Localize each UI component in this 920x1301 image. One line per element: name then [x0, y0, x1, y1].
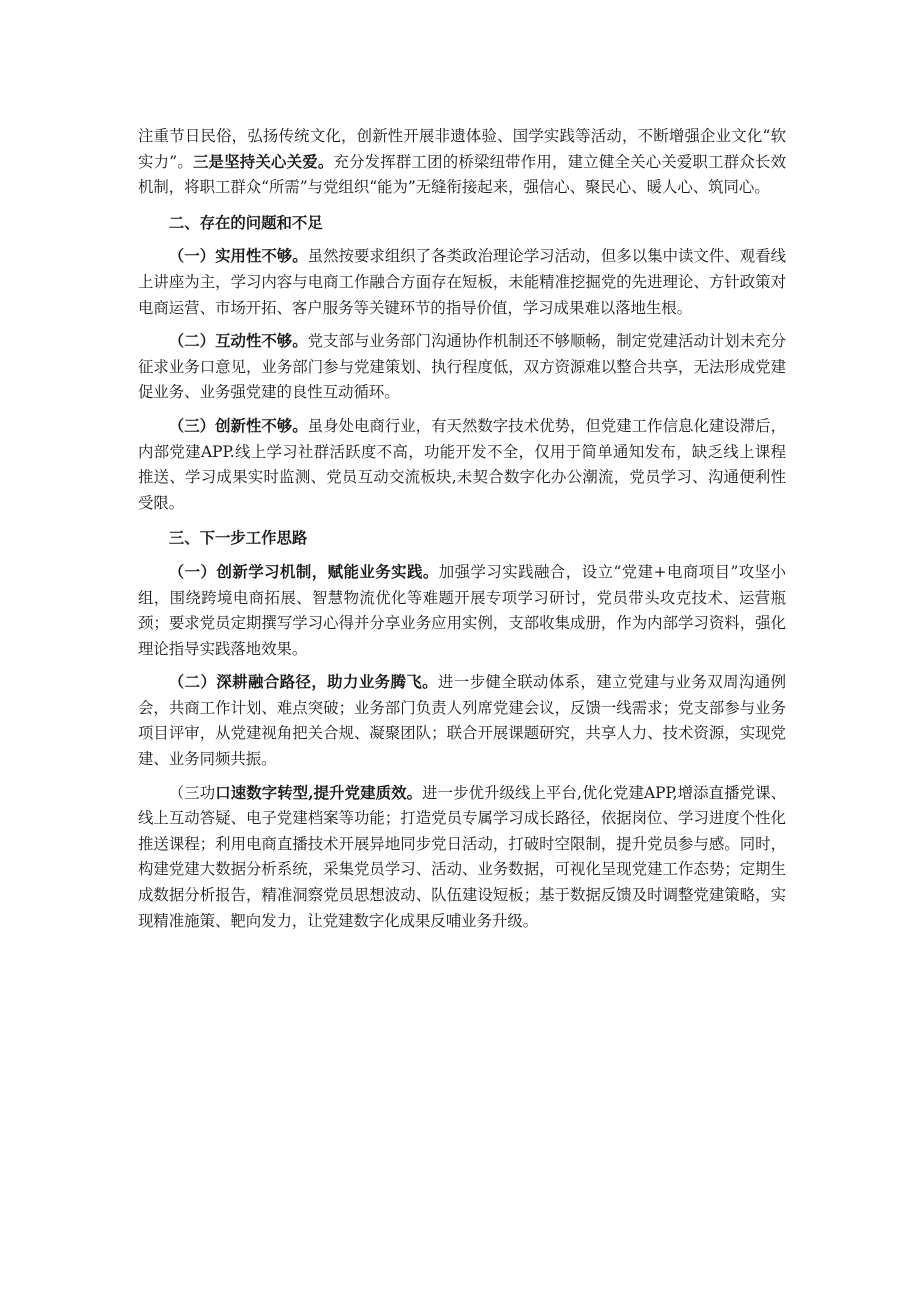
paragraph-3-2-title: （二）深耕融合路径，助力业务腾飞。: [168, 673, 439, 692]
paragraph-3-2: [138, 670, 786, 772]
paragraph-3-3-prefix: （三功: [168, 783, 216, 802]
paragraph-3-3: [138, 781, 786, 935]
intro-text-2: 充分发挥群工团的桥梁纽带作用，建立健全关心关爱职工群众长效机制，将职工群众“所需”与党组织“能为”无缝衔接起来，强信心、聚民心、暖人心、筑同心。: [138, 152, 786, 197]
paragraph-2-3-text: 虽身处电商行业，有天然数字技术优势，但党建工作信息化建设滞后，内部党建APP.线上学习社群活跃度不高，功能开发不全，仅用于简单通知发布，缺乏线上课程推送、学习成果实时监测、党员互动交流板块,未契合数字化办公潮流，党员学习、沟通便利性受限。: [138, 416, 786, 512]
paragraph-3-1: [138, 560, 786, 662]
intro-text-1: 注重节日民俗，弘扬传统文化，创新性开展非遗体验、国学实践等活动，不断增强企业文化“软实力”。: [138, 127, 786, 171]
document-page: [138, 124, 786, 934]
paragraph-2-2-title: （二）互动性不够。: [168, 332, 308, 351]
paragraph-2-2: [138, 329, 786, 406]
paragraph-3-2-text: 进一步健全联动体系，建立党建与业务双周沟通例会，共商工作计划、难点突破；业务部门负责人列席党建会议，反馈一线需求；党支部参与业务项目评审，从党建视角把关合规、凝聚团队；联合开展课题研究，共享人力、技术资源，实现党建、业务同频共振。: [138, 673, 786, 769]
paragraph-3-1-title: （一）创新学习机制，赋能业务实践。: [168, 562, 439, 581]
paragraph-2-3-title: （三）创新性不够。: [168, 416, 308, 435]
section-heading-2: 二、存在的问题和不足: [168, 213, 323, 232]
paragraph-2-1-text: 虽然按要求组织了各类政治理论学习活动，但多以集中读文件、观看线上讲座为主，学习内容与电商工作融合方面存在短板，未能精准挖掘党的先进理论、方针政策对电商运营、市场开拓、客户服务等关键环节的指导价值，学习成果难以落地生根。: [138, 247, 786, 317]
section-heading-3: 三、下一步工作思路: [168, 529, 308, 548]
intro-bold-point-3: 三是坚持关心关爱。: [192, 152, 334, 171]
paragraph-2-3: [138, 414, 786, 516]
paragraph-3-3-text: 进一步优升级线上平台,优化党建APP,增添直播党课、线上互动答疑、电子党建档案等功能；打造党员专属学习成长路径，依据岗位、学习进度个性化推送课程；利用电商直播技术开展异地同步党日活动，打破时空限制，提升党员参与感。同时，构建党建大数据分析系统，采集党员学习、活动、业务数据，可视化呈现党建工作态势；定期生成数据分析报告，精准洞察党员思想波动、队伍建设短板；基于数据反馈及时调整党建策略，实现精准施策、靶向发力，让党建数字化成果反哺业务升级。: [138, 783, 786, 930]
paragraph-3-1-text: 加强学习实践融合，设立“党建+电商项目”攻坚小组，围绕跨境电商拓展、智慧物流优化等难题开展专项学习研讨，党员带头攻克技术、运营瓶颈；要求党员定期撰写学习心得并分享业务应用实例，支部收集成册，作为内部学习资料，强化理论指导实践落地效果。: [138, 562, 786, 658]
paragraph-2-1: [138, 244, 786, 321]
paragraph-2-1-title: （一）实用性不够。: [168, 247, 308, 266]
paragraph-2-2-text: 党支部与业务部门沟通协作机制还不够顺畅，制定党建活动计划未充分征求业务口意见，业务部门参与党建策划、执行程度低，双方资源难以整合共享，无法形成党建促业务、业务强党建的良性互动循环。: [138, 332, 786, 402]
paragraph-intro: [138, 124, 786, 201]
paragraph-3-3-title: 口速数字转型,提升党建质效。: [215, 783, 423, 802]
